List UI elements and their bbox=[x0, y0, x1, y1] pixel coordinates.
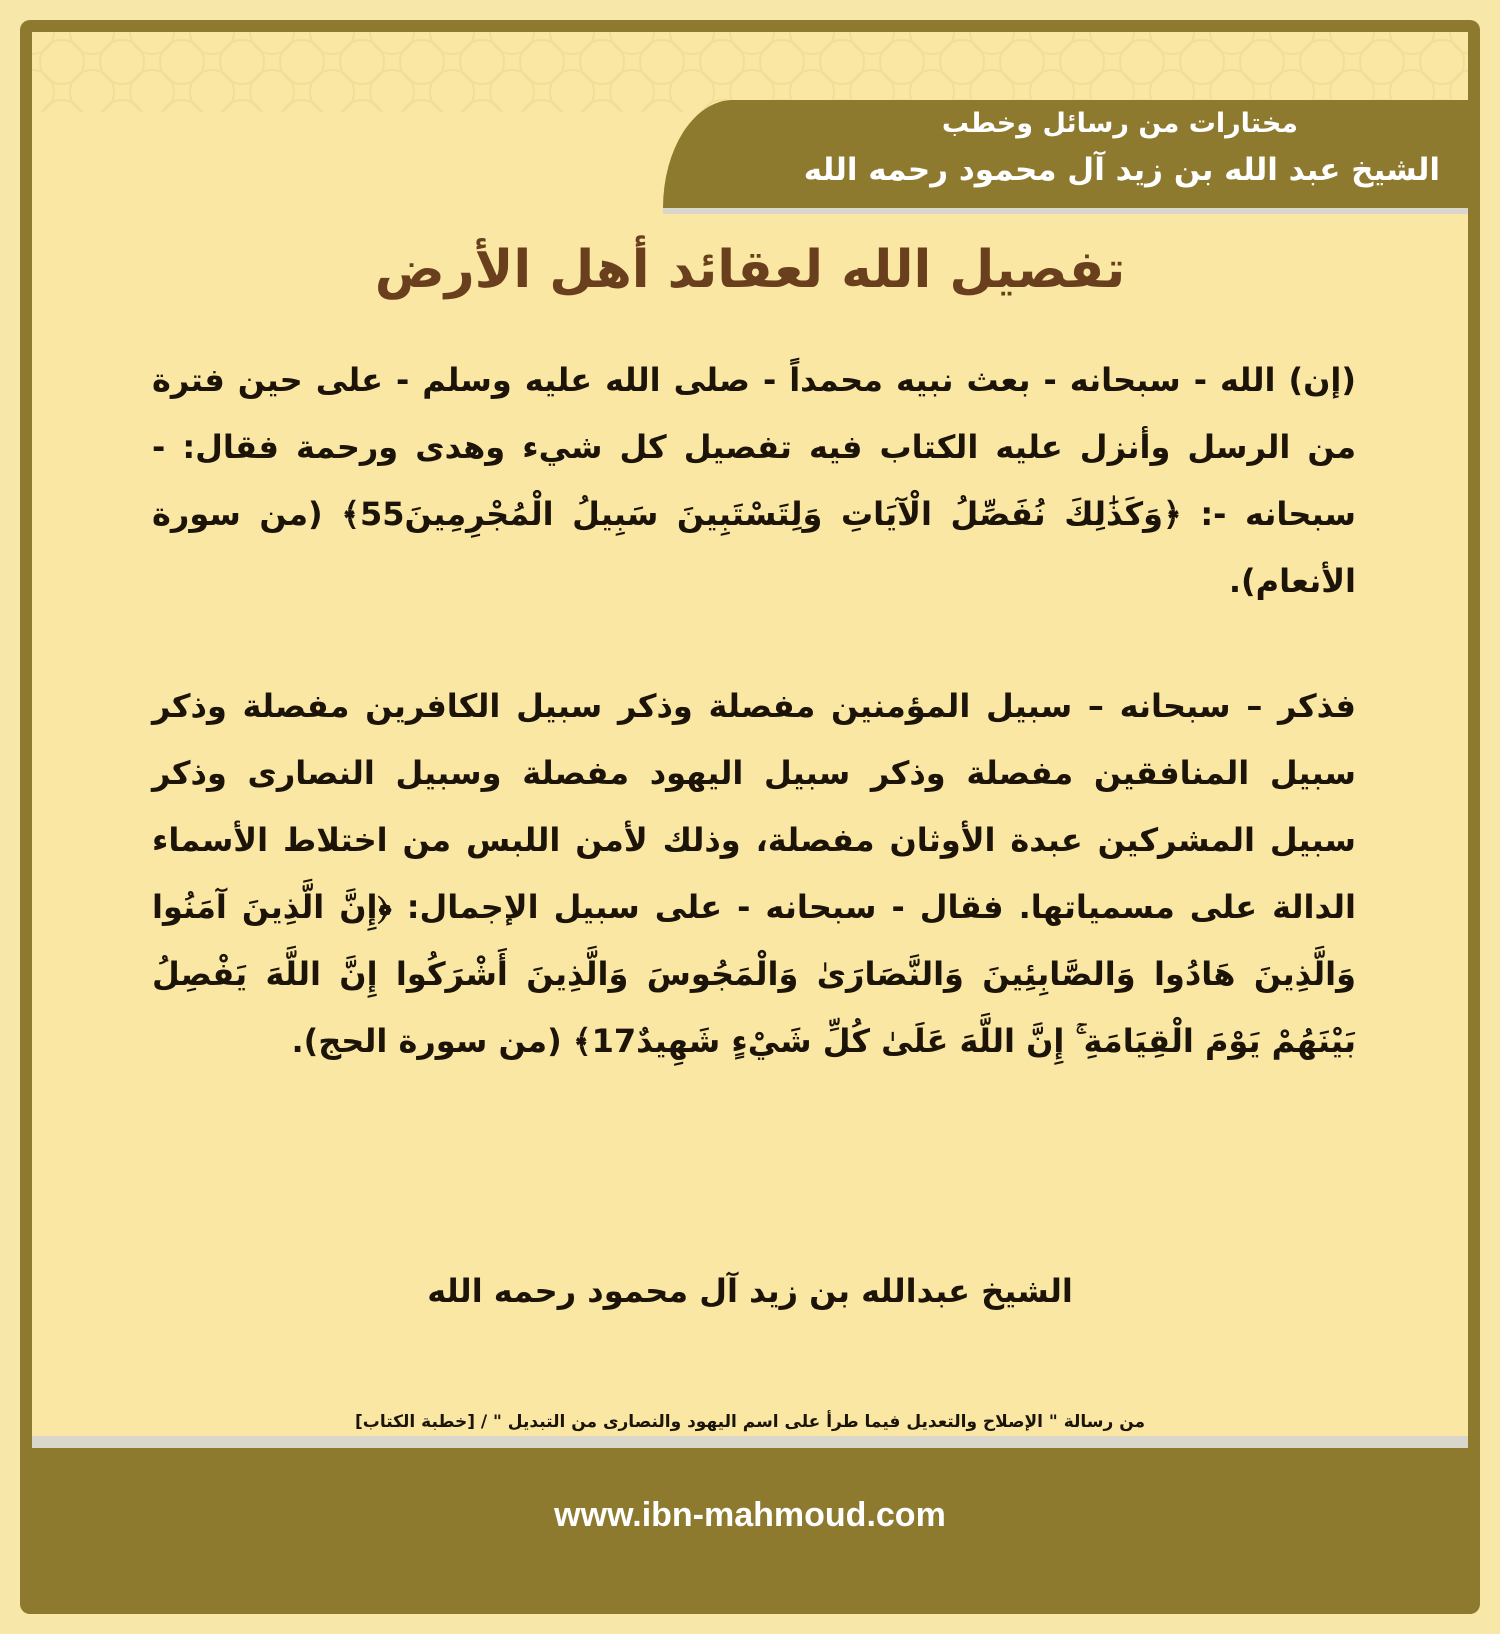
page-title: تفصيل الله لعقائد أهل الأرض bbox=[374, 240, 1126, 300]
header-author-name: الشيخ عبد الله بن زيد آل محمود رحمه الله bbox=[803, 152, 1440, 188]
header-series-title: مختارات من رسائل وخطب bbox=[941, 108, 1298, 139]
poster-frame bbox=[20, 20, 1480, 1614]
paragraph-1: (إن) الله - سبحانه - بعث نبيه محمداً - صلى الله عليه وسلم - على حين فترة من الرسل وأنزل عليه الكتاب فيه تفصيل كل شيء وهدى ورحمة فقال: - سبحانه -: ﴿وَكَذَٰلِكَ نُفَصِّلُ الْآيَاتِ وَلِتَسْتَبِينَ سَبِيلُ الْمُجْرِمِينَ55﴾ (من سورة الأنعام). bbox=[152, 361, 1357, 600]
source-citation: من رسالة " الإصلاح والتعديل فيما طرأ على اسم اليهود والنصارى من التبديل " / [خطبة الكتاب] bbox=[354, 1412, 1146, 1432]
paragraph-2: فذكر – سبحانه – سبيل المؤمنين مفصلة وذكر سبيل الكافرين مفصلة وذكر سبيل المنافقين مفصلة وذكر سبيل اليهود مفصلة وسبيل النصارى وذكر سبيل المشركين عبدة الأوثان مفصلة، وذلك لأمن اللبس من اختلاط الأسماء الدالة على مسمياتها. فقال - سبحانه - على سبيل الإجمال: ﴿إِنَّ الَّذِينَ آمَنُوا وَالَّذِينَ هَادُوا وَالصَّابِئِينَ وَالنَّصَارَىٰ وَالْمَجُوسَ وَالَّذِينَ أَشْرَكُوا إِنَّ اللَّهَ يَفْصِلُ بَيْنَهُمْ يَوْمَ الْقِيَامَةِ ۚ إِنَّ اللَّهَ عَلَىٰ كُلِّ شَيْءٍ شَهِيدٌ17﴾ (من سورة الحج). bbox=[152, 687, 1356, 1060]
website-link[interactable]: www.ibn-mahmoud.com bbox=[554, 1496, 946, 1534]
footer-divider bbox=[32, 1436, 1468, 1448]
author-signature: الشيخ عبدالله بن زيد آل محمود رحمه الله bbox=[427, 1272, 1073, 1310]
article-body bbox=[152, 347, 1356, 1075]
